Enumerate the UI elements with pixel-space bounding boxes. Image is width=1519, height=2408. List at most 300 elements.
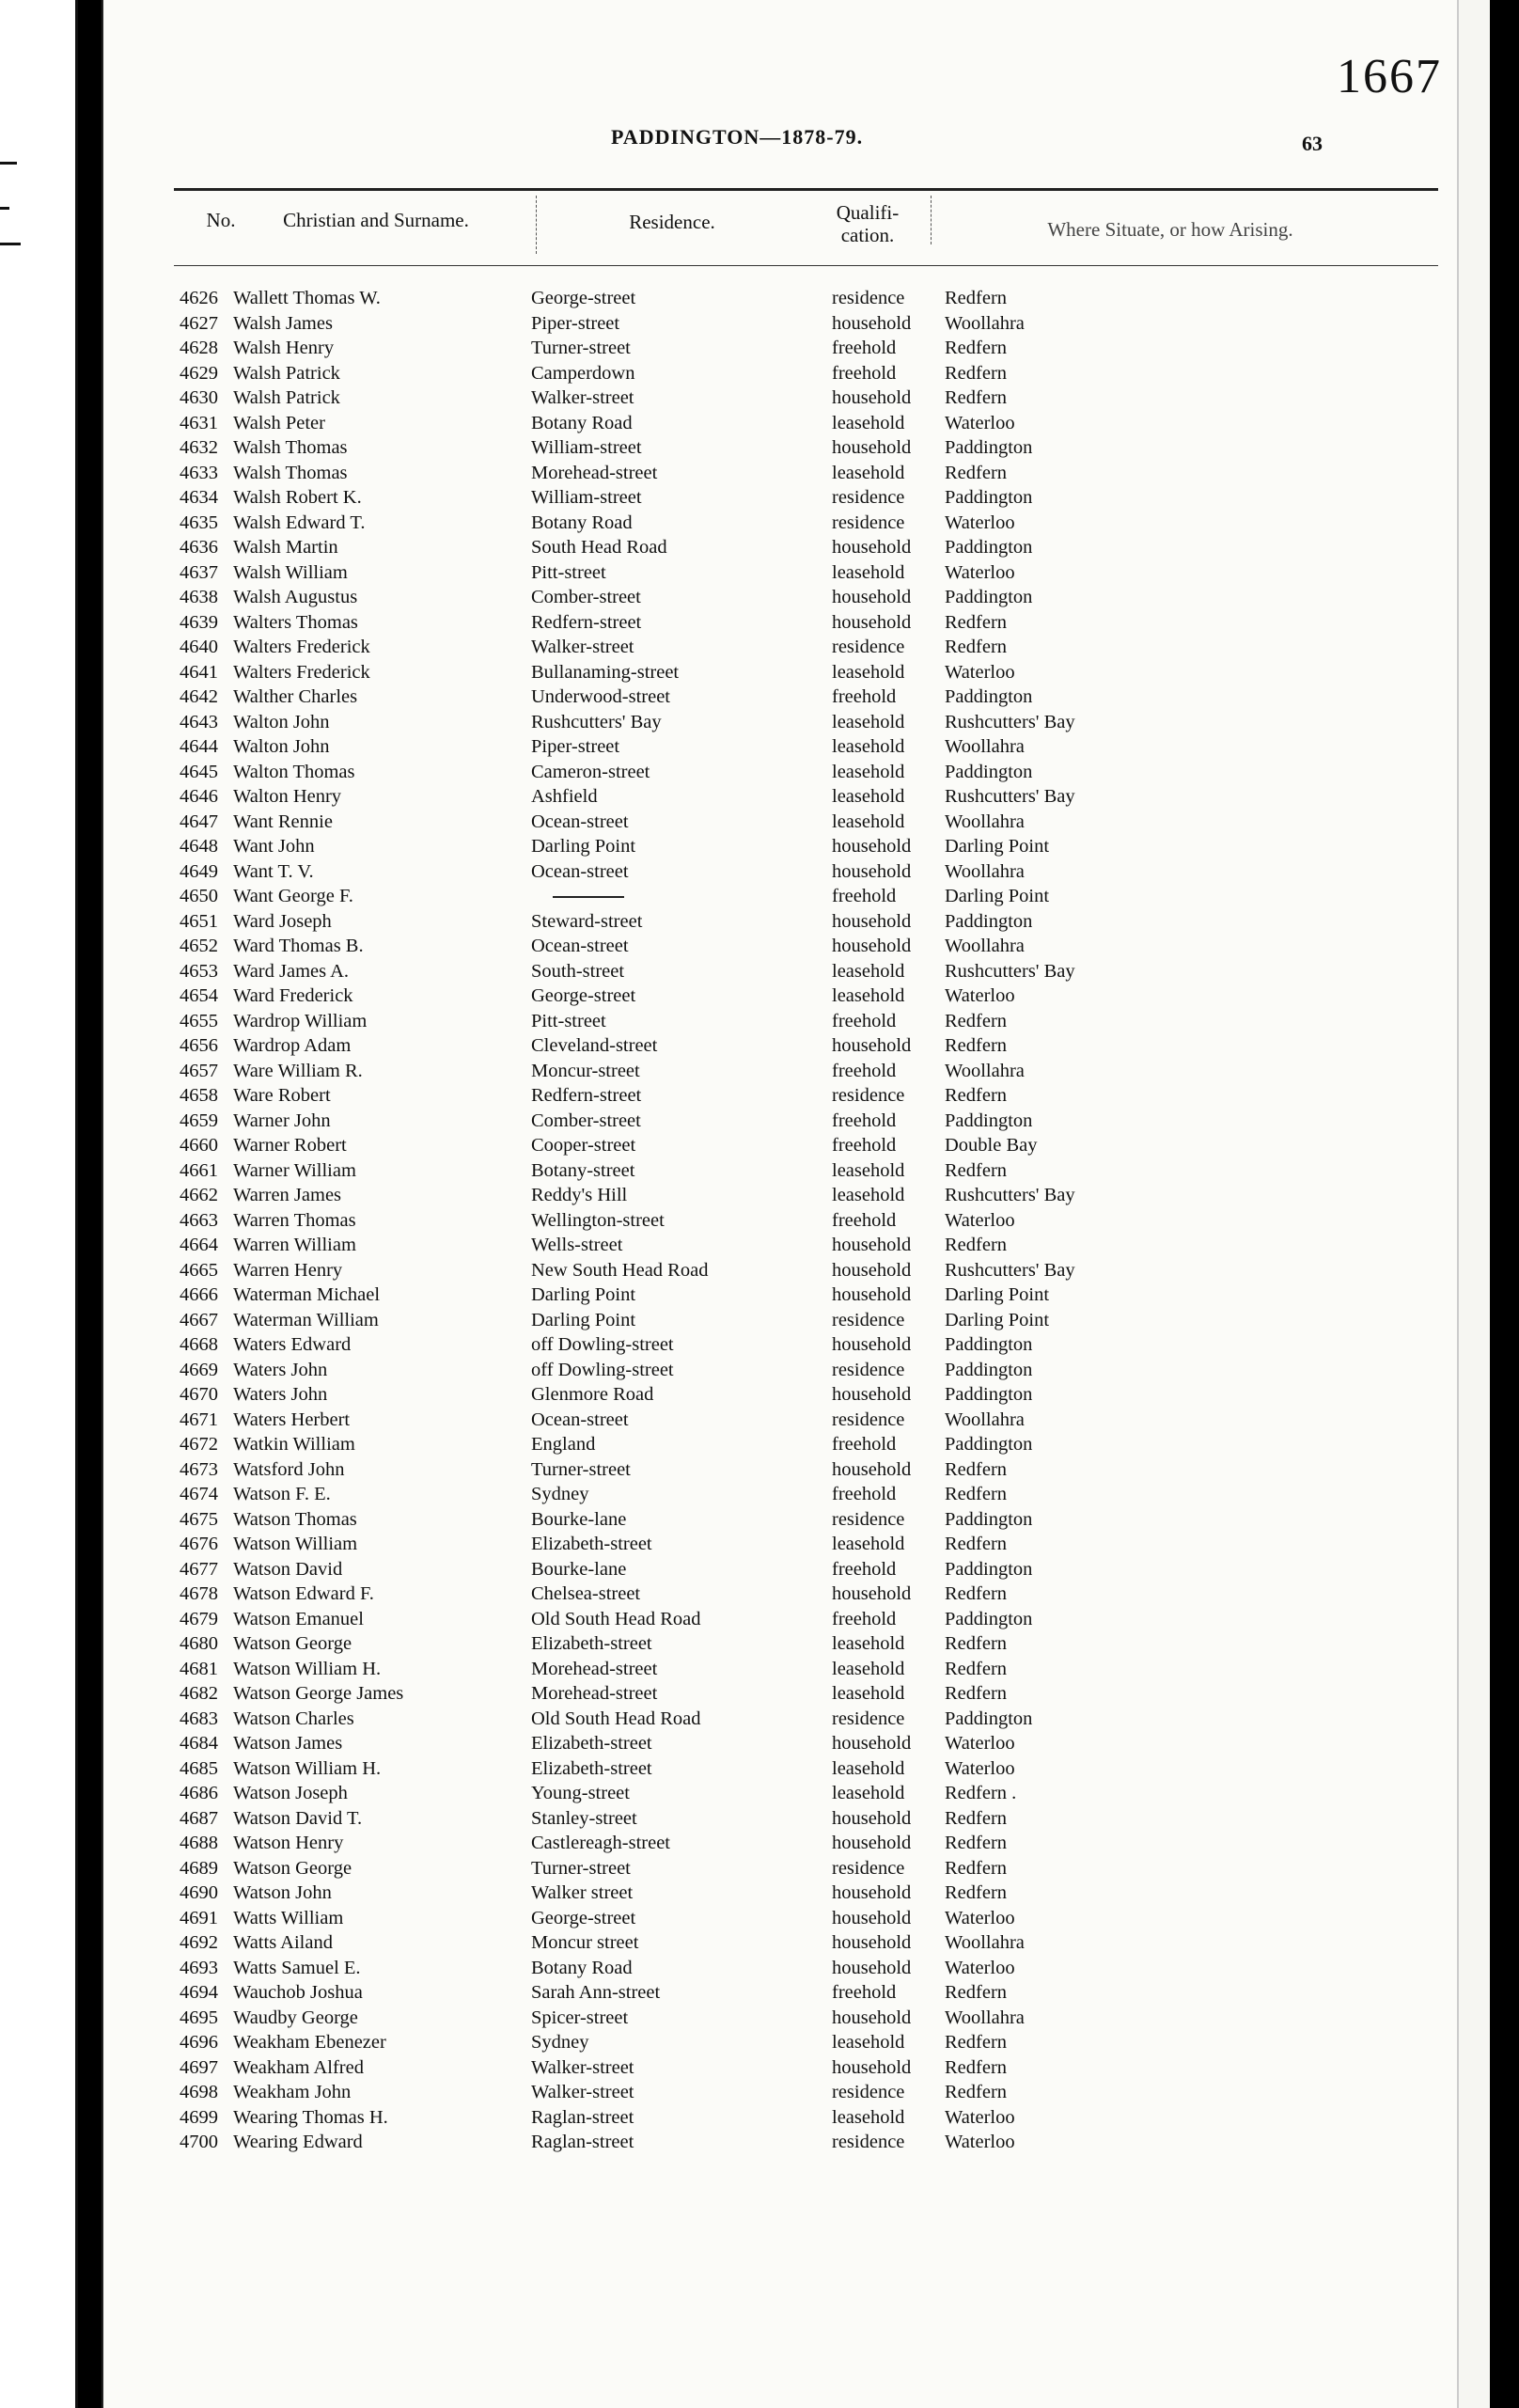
entry-qualification: household: [832, 936, 912, 956]
entry-where-situate: Redfern: [945, 288, 1008, 308]
entry-name: Walsh James: [233, 312, 333, 334]
entry-qualification: freehold: [832, 1434, 897, 1455]
entry-name: Wardrop William: [233, 1010, 368, 1031]
entry-number: 4673: [180, 1458, 218, 1480]
entry-where-situate: Paddington: [945, 537, 1033, 558]
entry-number: 4665: [180, 1259, 218, 1281]
entry-qualification: leasehold: [832, 462, 905, 483]
entry-number: 4692: [180, 1932, 218, 1953]
entry-qualification: household: [832, 2007, 912, 2028]
entry-qualification: leasehold: [832, 1185, 905, 1205]
entry-name: Walton John: [233, 736, 330, 757]
table-row: [103, 1607, 1490, 1632]
table-row: [103, 959, 1490, 984]
entry-number: 4653: [180, 960, 218, 982]
entry-residence: Ocean-street: [531, 860, 629, 882]
entry-residence: Turner-street: [531, 1458, 631, 1480]
entry-residence: Cleveland-street: [531, 1035, 658, 1056]
entry-number: 4663: [180, 1209, 218, 1231]
entry-number: 4632: [180, 437, 218, 458]
entry-where-situate: Double Bay: [945, 1135, 1038, 1156]
entry-name: Waterman Michael: [233, 1284, 381, 1305]
entry-residence: Turner-street: [531, 1857, 631, 1879]
entry-residence: [553, 884, 624, 909]
entry-name: Waters John: [233, 1359, 328, 1380]
entry-number: 4671: [180, 1409, 218, 1430]
entry-qualification: residence: [832, 1857, 905, 1879]
table-row: [103, 834, 1490, 859]
entry-name: Watson George: [233, 1633, 352, 1654]
table-row: [103, 710, 1490, 735]
entry-where-situate: Woollahra: [945, 736, 1025, 757]
entry-name: Want George F.: [233, 886, 353, 906]
entry-where-situate: Redfern: [945, 338, 1008, 358]
entry-number: 4679: [180, 1608, 218, 1629]
table-row: [103, 1332, 1490, 1358]
entry-where-situate: Redfern: [945, 1235, 1008, 1255]
entry-name: Walters Frederick: [233, 661, 370, 683]
table-row: [103, 1083, 1490, 1109]
column-header-name: Christian and Surname.: [283, 209, 469, 231]
entry-qualification: leasehold: [832, 1534, 905, 1554]
table-row: [103, 1033, 1490, 1059]
entry-number: 4700: [180, 2132, 218, 2152]
table-row: [103, 485, 1490, 511]
entry-name: Warner Robert: [233, 1135, 347, 1156]
entry-name: Want John: [233, 836, 315, 857]
entry-number: 4631: [180, 412, 218, 433]
entry-number: 4687: [180, 1807, 218, 1829]
entry-residence: Piper-street: [531, 736, 620, 757]
table-row: [103, 784, 1490, 810]
register-table: [103, 286, 1490, 2155]
entry-where-situate: Paddington: [945, 1384, 1033, 1405]
table-row: [103, 1408, 1490, 1433]
entry-residence: Raglan-street: [531, 2132, 634, 2152]
entry-number: 4688: [180, 1833, 218, 1853]
entry-number: 4654: [180, 985, 218, 1006]
entry-where-situate: Redfern: [945, 611, 1008, 633]
table-row: [103, 2006, 1490, 2031]
entry-name: Watson William H.: [233, 1658, 382, 1679]
entry-name: Wearing Edward: [233, 2132, 363, 2152]
entry-residence: Elizabeth-street: [531, 1633, 652, 1654]
entry-name: Waterman William: [233, 1309, 379, 1330]
entry-where-situate: Waterloo: [945, 1907, 1015, 1928]
entry-qualification: leasehold: [832, 412, 905, 433]
entry-where-situate: Redfern: [945, 1633, 1008, 1654]
entry-where-situate: Redfern: [945, 1484, 1008, 1504]
entry-name: Waudby George: [233, 2007, 358, 2028]
page-number: 63: [1302, 132, 1323, 155]
entry-qualification: household: [832, 1384, 912, 1405]
table-row: [103, 1009, 1490, 1034]
entry-where-situate: Redfern: [945, 1807, 1008, 1829]
table-row: [103, 1906, 1490, 1931]
entry-name: Watson William H.: [233, 1757, 382, 1779]
entry-residence: Bullanaming-street: [531, 661, 680, 683]
entry-qualification: household: [832, 1907, 912, 1928]
entry-number: 4657: [180, 1060, 218, 1081]
table-row: [103, 1881, 1490, 1906]
entry-qualification: leasehold: [832, 1683, 905, 1704]
entry-name: Watsford John: [233, 1458, 345, 1480]
entry-number: 4627: [180, 312, 218, 334]
table-row: [103, 1283, 1490, 1308]
table-row: [103, 1133, 1490, 1158]
table-row: [103, 984, 1490, 1009]
entry-residence: Raglan-street: [531, 2106, 634, 2128]
entry-where-situate: Waterloo: [945, 512, 1015, 533]
entry-residence: Darling Point: [531, 1284, 636, 1305]
entry-number: 4683: [180, 1708, 218, 1729]
entry-where-situate: Redfern: [945, 362, 1008, 384]
entry-number: 4694: [180, 1982, 218, 2003]
entry-where-situate: Waterloo: [945, 561, 1015, 583]
entry-number: 4667: [180, 1309, 218, 1330]
margin-mark: [0, 243, 21, 245]
entry-where-situate: Paddington: [945, 487, 1033, 508]
table-row: [103, 1657, 1490, 1682]
entry-where-situate: Woollahra: [945, 2007, 1025, 2028]
entry-where-situate: Paddington: [945, 1558, 1033, 1580]
entry-number: 4691: [180, 1907, 218, 1928]
entry-name: Watson Henry: [233, 1833, 344, 1853]
entry-number: 4699: [180, 2106, 218, 2128]
entry-number: 4681: [180, 1658, 218, 1679]
entry-residence: Cameron-street: [531, 761, 650, 782]
entry-number: 4695: [180, 2007, 218, 2028]
entry-number: 4689: [180, 1857, 218, 1879]
entry-number: 4641: [180, 661, 218, 683]
entry-number: 4630: [180, 387, 218, 408]
entry-where-situate: Redfern .: [945, 1783, 1017, 1803]
entry-residence: Wellington-street: [531, 1209, 665, 1231]
entry-name: Wauchob Joshua: [233, 1982, 363, 2003]
entry-number: 4643: [180, 711, 218, 732]
entry-qualification: household: [832, 2056, 912, 2078]
table-row: [103, 734, 1490, 760]
entry-qualification: residence: [832, 512, 905, 533]
entry-number: 4686: [180, 1783, 218, 1803]
entry-where-situate: Paddington: [945, 587, 1033, 607]
entry-residence: Cooper-street: [531, 1135, 636, 1156]
entry-number: 4640: [180, 637, 218, 657]
entry-qualification: freehold: [832, 1608, 897, 1629]
entry-residence: Glenmore Road: [531, 1384, 654, 1405]
entry-where-situate: Redfern: [945, 2082, 1008, 2102]
entry-qualification: household: [832, 1957, 912, 1978]
entry-name: Want Rennie: [233, 811, 333, 832]
table-row: [103, 1208, 1490, 1234]
entry-qualification: leasehold: [832, 1658, 905, 1679]
entry-name: Watson George James: [233, 1683, 404, 1704]
entry-residence: Pitt-street: [531, 1010, 606, 1031]
entry-where-situate: Woollahra: [945, 936, 1025, 956]
entry-number: 4669: [180, 1359, 218, 1380]
table-row: [103, 1980, 1490, 2006]
entry-number: 4682: [180, 1683, 218, 1704]
table-row: [103, 461, 1490, 486]
entry-qualification: freehold: [832, 1110, 897, 1131]
entry-residence: Botany Road: [531, 512, 633, 533]
entry-name: Warren Thomas: [233, 1209, 356, 1231]
entry-name: Ware Robert: [233, 1085, 331, 1106]
entry-where-situate: Paddington: [945, 1508, 1033, 1530]
table-row: [103, 1631, 1490, 1657]
table-row: [103, 810, 1490, 835]
entry-name: Warner John: [233, 1110, 331, 1131]
table-row: [103, 2030, 1490, 2055]
table-row: [103, 1582, 1490, 1607]
entry-name: Ward James A.: [233, 960, 350, 982]
entry-number: 4646: [180, 786, 218, 807]
entry-qualification: household: [832, 312, 912, 334]
entry-residence: Morehead-street: [531, 1683, 658, 1704]
entry-where-situate: Paddington: [945, 686, 1033, 707]
entry-number: 4651: [180, 910, 218, 932]
entry-residence: South-street: [531, 960, 625, 982]
entry-residence: Walker-street: [531, 387, 634, 408]
entry-where-situate: Darling Point: [945, 1309, 1050, 1330]
entry-residence: William-street: [531, 437, 642, 458]
entry-number: 4628: [180, 338, 218, 358]
entry-where-situate: Redfern: [945, 462, 1008, 483]
table-row: [103, 386, 1490, 411]
table-row: [103, 1831, 1490, 1856]
entry-number: 4652: [180, 936, 218, 956]
entry-number: 4642: [180, 686, 218, 707]
entry-number: 4656: [180, 1035, 218, 1056]
column-header-residence: Residence.: [629, 211, 715, 233]
entry-qualification: freehold: [832, 1982, 897, 2003]
table-row: [103, 1532, 1490, 1557]
entry-name: Wallett Thomas W.: [233, 288, 381, 308]
entry-number: 4675: [180, 1508, 218, 1530]
entry-name: Walsh William: [233, 561, 348, 583]
table-row: [103, 1457, 1490, 1483]
entry-residence: Bourke-lane: [531, 1508, 627, 1530]
entry-where-situate: Rushcutters' Bay: [945, 960, 1075, 982]
entry-name: Watkin William: [233, 1434, 355, 1455]
entry-where-situate: Redfern: [945, 1982, 1008, 2003]
table-row: [103, 1507, 1490, 1533]
column-divider: [931, 196, 932, 244]
entry-qualification: leasehold: [832, 736, 905, 757]
entry-number: 4650: [180, 886, 218, 906]
entry-number: 4661: [180, 1159, 218, 1181]
entry-qualification: household: [832, 1284, 912, 1305]
table-row: [103, 2105, 1490, 2131]
entry-qualification: household: [832, 1458, 912, 1480]
entry-name: Watts Samuel E.: [233, 1957, 361, 1978]
margin-mark: [0, 207, 9, 210]
entry-qualification: household: [832, 836, 912, 857]
column-header-where: Where Situate, or how Arising.: [1047, 218, 1293, 241]
entry-where-situate: Redfern: [945, 1658, 1008, 1679]
entry-residence: Botany Road: [531, 1957, 633, 1978]
entry-where-situate: Waterloo: [945, 1209, 1015, 1231]
entry-number: 4648: [180, 836, 218, 857]
entry-residence: Old South Head Road: [531, 1608, 701, 1629]
entry-number: 4658: [180, 1085, 218, 1106]
entry-name: Walther Charles: [233, 686, 358, 707]
entry-residence: Redfern-street: [531, 611, 642, 633]
table-row: [103, 1781, 1490, 1806]
entry-name: Walsh Peter: [233, 412, 325, 433]
entry-number: 4639: [180, 611, 218, 633]
entry-residence: Morehead-street: [531, 462, 658, 483]
entry-where-situate: Redfern: [945, 1159, 1008, 1181]
entry-qualification: freehold: [832, 1209, 897, 1231]
entry-residence: Old South Head Road: [531, 1708, 701, 1729]
entry-number: 4635: [180, 512, 218, 533]
entry-residence: Castlereagh-street: [531, 1833, 670, 1853]
entry-qualification: household: [832, 587, 912, 607]
entry-qualification: leasehold: [832, 1633, 905, 1654]
entry-residence: Young-street: [531, 1783, 630, 1803]
entry-number: 4637: [180, 561, 218, 583]
entry-number: 4664: [180, 1235, 218, 1255]
table-row: [103, 311, 1490, 337]
entry-residence: Underwood-street: [531, 686, 671, 707]
table-row: [103, 909, 1490, 935]
entry-name: Walsh Thomas: [233, 437, 348, 458]
entry-where-situate: Paddington: [945, 1708, 1033, 1729]
entry-residence: New South Head Road: [531, 1259, 709, 1281]
table-row: [103, 1109, 1490, 1134]
entry-where-situate: Paddington: [945, 1359, 1033, 1380]
table-row: [103, 760, 1490, 785]
entry-name: Wearing Thomas H.: [233, 2106, 388, 2128]
entry-qualification: household: [832, 1235, 912, 1255]
entry-where-situate: Darling Point: [945, 886, 1050, 906]
entry-residence: Reddy's Hill: [531, 1185, 628, 1205]
entry-residence: Bourke-lane: [531, 1558, 627, 1580]
entry-name: Ware William R.: [233, 1060, 363, 1081]
entry-where-situate: Woollahra: [945, 312, 1025, 334]
entry-name: Walsh Robert K.: [233, 487, 362, 508]
entry-residence: Walker street: [531, 1882, 634, 1903]
table-row: [103, 560, 1490, 586]
entry-residence: Moncur-street: [531, 1060, 640, 1081]
entry-residence: Spicer-street: [531, 2007, 629, 2028]
table-row: [103, 660, 1490, 685]
entry-number: 4668: [180, 1334, 218, 1355]
entry-qualification: leasehold: [832, 561, 905, 583]
entry-where-situate: Redfern: [945, 1683, 1008, 1704]
table-row: [103, 1233, 1490, 1258]
entry-name: Warren James: [233, 1185, 342, 1205]
entry-name: Watson David: [233, 1558, 343, 1580]
entry-where-situate: Paddington: [945, 1608, 1033, 1629]
entry-residence: Walker-street: [531, 637, 634, 657]
entry-qualification: household: [832, 860, 912, 882]
entry-where-situate: Waterloo: [945, 2132, 1015, 2152]
entry-qualification: household: [832, 1583, 912, 1604]
table-row: [103, 336, 1490, 361]
entry-name: Waters Edward: [233, 1334, 352, 1355]
entry-qualification: leasehold: [832, 1783, 905, 1803]
entry-name: Walsh Edward T.: [233, 512, 366, 533]
entry-qualification: leasehold: [832, 811, 905, 832]
column-divider: [536, 196, 537, 254]
entry-number: 4670: [180, 1384, 218, 1405]
column-header-no: No.: [206, 209, 236, 231]
entry-where-situate: Redfern: [945, 2032, 1008, 2053]
entry-qualification: household: [832, 1807, 912, 1829]
entry-residence: Ocean-street: [531, 936, 629, 956]
entry-name: Walton John: [233, 711, 330, 732]
entry-where-situate: Waterloo: [945, 2106, 1015, 2128]
entry-name: Watts Ailand: [233, 1932, 333, 1953]
entry-name: Walsh Henry: [233, 338, 335, 358]
table-row: [103, 535, 1490, 560]
entry-name: Warren William: [233, 1235, 356, 1255]
entry-where-situate: Waterloo: [945, 412, 1015, 433]
table-row: [103, 859, 1490, 885]
entry-number: 4645: [180, 761, 218, 782]
table-row: [103, 1756, 1490, 1782]
adjacent-page-edge: [0, 0, 78, 2408]
entry-where-situate: Rushcutters' Bay: [945, 711, 1075, 732]
entry-where-situate: Woollahra: [945, 860, 1025, 882]
running-title: PADDINGTON—1878-79.: [611, 125, 864, 149]
entry-name: Watson David T.: [233, 1807, 363, 1829]
entry-residence: Sydney: [531, 1484, 589, 1504]
entry-number: 4693: [180, 1957, 218, 1978]
entry-qualification: residence: [832, 2082, 905, 2102]
entry-residence: Sarah Ann-street: [531, 1982, 661, 2003]
entry-name: Weakham Ebenezer: [233, 2032, 386, 2053]
entry-residence: South Head Road: [531, 537, 667, 558]
entry-residence: Walker-street: [531, 2082, 634, 2102]
entry-where-situate: Redfern: [945, 637, 1008, 657]
table-row: [103, 1183, 1490, 1208]
entry-residence: Elizabeth-street: [531, 1757, 652, 1779]
entry-where-situate: Darling Point: [945, 836, 1050, 857]
entry-name: Want T. V.: [233, 860, 314, 882]
table-row: [103, 934, 1490, 959]
table-row: [103, 1382, 1490, 1408]
entry-where-situate: Waterloo: [945, 1733, 1015, 1754]
entry-number: 4659: [180, 1110, 218, 1131]
entry-qualification: leasehold: [832, 711, 905, 732]
entry-name: Watson Edward F.: [233, 1583, 374, 1604]
entry-name: Wardrop Adam: [233, 1035, 352, 1056]
entry-name: Weakham Alfred: [233, 2056, 364, 2078]
table-row: [103, 1707, 1490, 1732]
table-row: [103, 435, 1490, 461]
entry-residence: Steward-street: [531, 910, 643, 932]
table-row: [103, 511, 1490, 536]
ditto-dash: [553, 896, 624, 898]
entry-residence: Comber-street: [531, 587, 641, 607]
entry-residence: Botany Road: [531, 412, 633, 433]
table-row: [103, 1731, 1490, 1756]
entry-residence: Sydney: [531, 2032, 589, 2053]
table-row: [103, 1930, 1490, 1956]
entry-qualification: freehold: [832, 1060, 897, 1081]
entry-name: Walsh Augustus: [233, 587, 358, 607]
table-row: [103, 2130, 1490, 2155]
entry-qualification: freehold: [832, 1135, 897, 1156]
entry-where-situate: Waterloo: [945, 985, 1015, 1006]
entry-residence: Camperdown: [531, 362, 635, 384]
entry-qualification: household: [832, 1035, 912, 1056]
entry-number: 4677: [180, 1558, 218, 1580]
entry-number: 4636: [180, 537, 218, 558]
